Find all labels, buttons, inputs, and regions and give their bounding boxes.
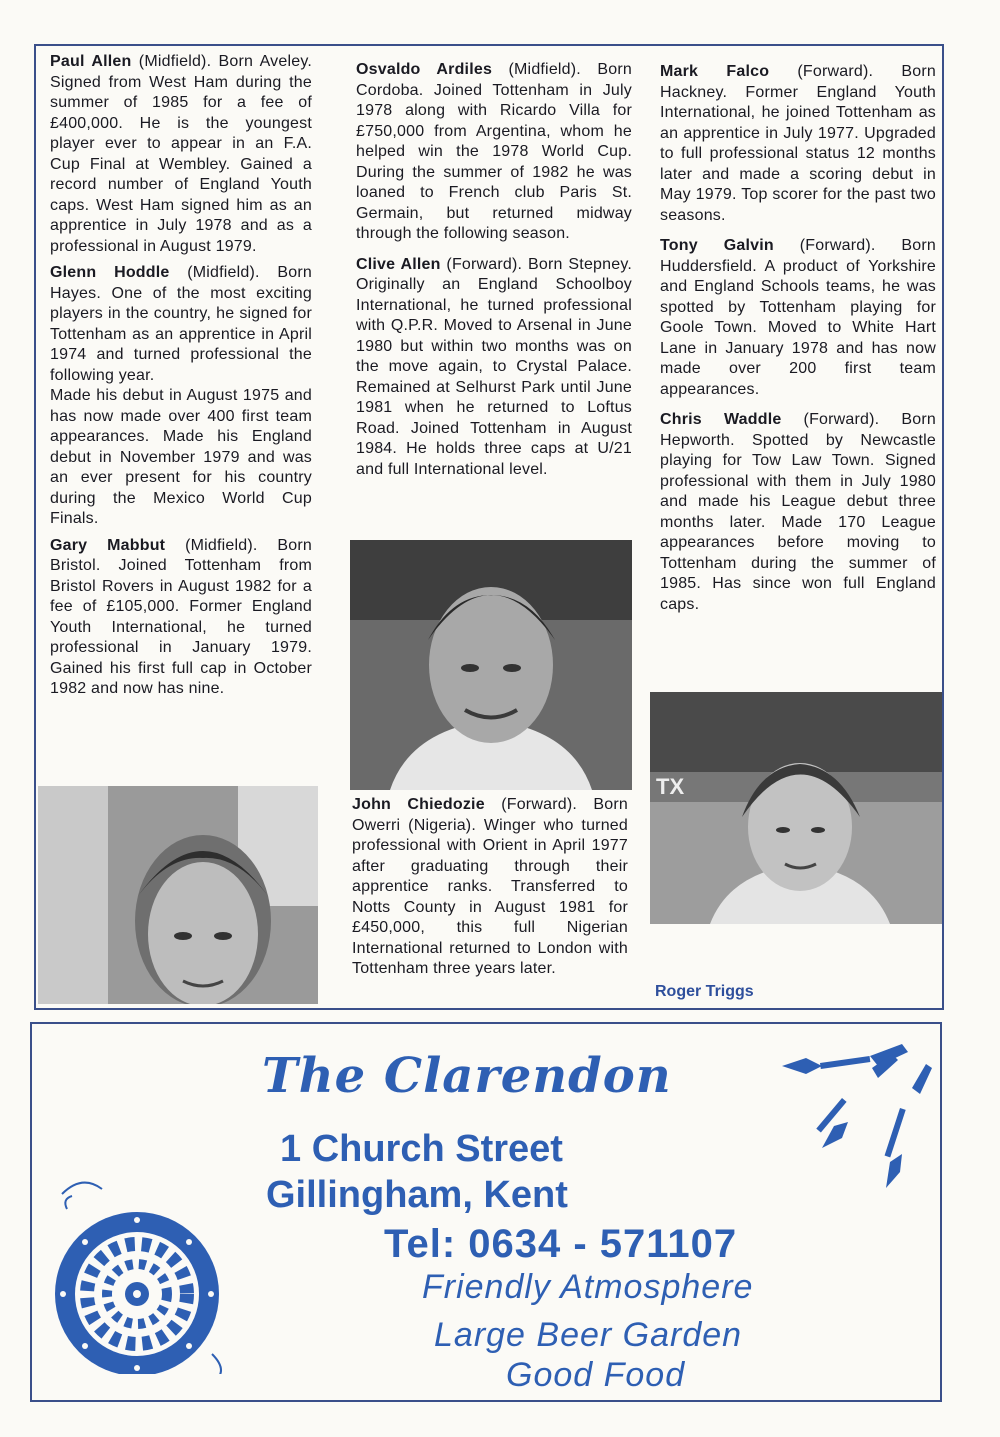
column-1 [50, 52, 312, 706]
feature-friendly-atmosphere: Friendly Atmosphere [422, 1268, 754, 1306]
profile-paul-allen: Paul Allen (Midfield). Born Aveley. Signed from West Ham during the summer of 1985 for a fee of £400,000. He is the youngest player ever to appear in an F.A. Cup Final at Wembley. Gained a record number of England Youth caps. West Ham signed him as an apprentice in July 1978 and as a professional in August 1979. [50, 53, 312, 255]
profile-tony-galvin: Tony Galvin (Forward). Born Huddersfield. A product of Yorkshire and England Schools teams, he was spotted by Tottenham playing for Goole Town. Moved to White Hart Lane in January 1978 and has now made over 200 first team appearances. [660, 237, 936, 398]
photo-sign-text: TX [656, 774, 685, 799]
profile-glenn-hoddle-cont: Made his debut in August 1975 and has now made over 400 first team appearances. Made his England debut in November 1979 and was an ever present for his country during the Mexico World Cup Finals. [50, 387, 312, 527]
telephone: Tel: 0634 - 571107 [384, 1222, 738, 1266]
player-photo-2 [350, 540, 632, 790]
clarendon-advert [30, 1022, 942, 1402]
photo-credit: Roger Triggs [655, 983, 754, 1000]
darts-icon [782, 1038, 932, 1198]
dartboard-icon [42, 1154, 242, 1374]
address-line-2: Gillingham, Kent [266, 1174, 568, 1216]
profile-chris-waddle: Chris Waddle (Forward). Born Hepworth. Spotted by Newcastle playing for Tow Law Town. Signed professional with them in July 1980 and made his League debut three months later. Made 170 League appearances before moving to Tottenham during the summer of 1985. Has since won full England caps. [660, 411, 936, 613]
column-2-lower [352, 795, 628, 986]
pub-name: The Clarendon [262, 1048, 672, 1104]
profile-osvaldo-ardiles: Osvaldo Ardiles (Midfield). Born Cordoba. Joined Tottenham in July 1978 along with Ricardo Villa for £750,000 from Argentina, whom he helped win the 1978 World Cup. During the summer of 1982 he was loaned to French club Paris St. Germain, but returned midway through the following season. [356, 61, 632, 242]
profile-glenn-hoddle: Glenn Hoddle (Midfield). Born Hayes. One of the most exciting players in the country, he signed for Tottenham as an apprentice in April 1974 and turned professional the following year. [50, 264, 312, 384]
profile-gary-mabbut: Gary Mabbut (Midfield). Born Bristol. Joined Tottenham from Bristol Rovers in August 1982 for a fee of £105,000. Former England Youth International, he turned professional in January 1979. Gained his first full cap in October 1982 and now has nine. [50, 536, 312, 697]
column-2 [356, 60, 632, 486]
player-photo-3 [650, 692, 942, 924]
profile-clive-allen: Clive Allen (Forward). Born Stepney. Originally an England Schoolboy International, he turned professional with Q.P.R. Moved to Arsenal in June 1980 but within two months was on the move again, to Crystal Palace. Remained at Selhurst Park until June 1981 when he returned to Loftus Road. Joined Tottenham in August 1984. He holds three caps at U/21 and full International level. [356, 255, 632, 478]
player-photo-1 [38, 786, 318, 1004]
address-line-1: 1 Church Street [280, 1128, 563, 1170]
feature-good-food: Good Food [506, 1356, 686, 1394]
profile-john-chiedozie: John Chiedozie (Forward). Born Owerri (Nigeria). Winger who turned professional with Orient in April 1977 after graduating through their apprentice ranks. Transferred to Notts County in August 1981 for £450,000, this full Nigerian International returned to London with Tottenham three years later. [352, 796, 628, 977]
profile-mark-falco: Mark Falco (Forward). Born Hackney. Former England Youth International, he joined Tottenham as an apprentice in July 1977. Upgraded to full professional status 12 months later and made a scoring debut in May 1979. Top scorer for the past two seasons. [660, 63, 936, 224]
column-3 [660, 62, 936, 621]
feature-beer-garden: Large Beer Garden [434, 1316, 743, 1354]
